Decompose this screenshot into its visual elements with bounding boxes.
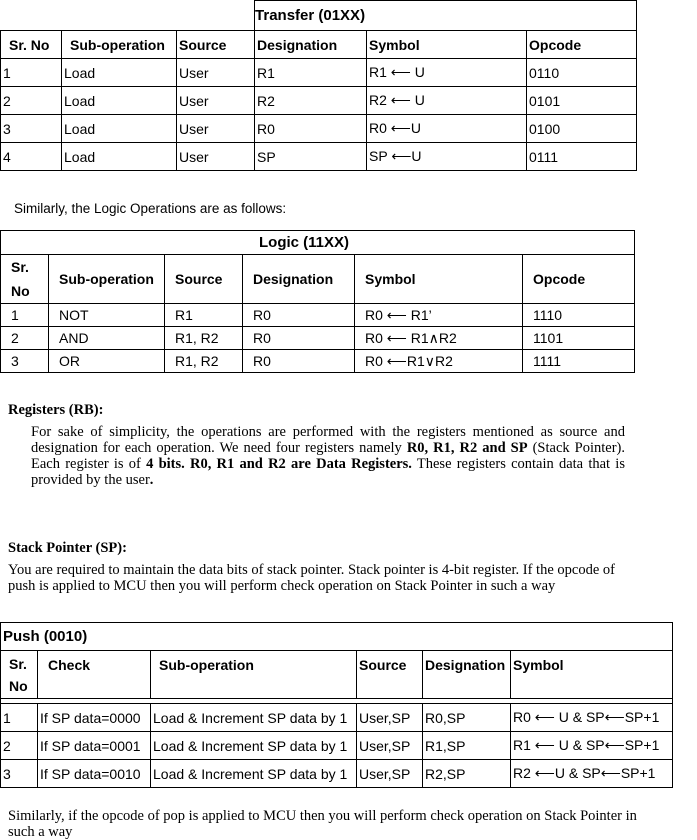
header-sr: Sr. (11, 259, 29, 275)
transfer-table (0, 0, 637, 171)
cell: R2 (255, 87, 367, 115)
registers-text-3: These registers contain data that is provided by the user (31, 456, 625, 488)
cell: R1 ⟵ U & SP⟵SP+1 (511, 732, 673, 760)
cell: 0101 (527, 87, 637, 115)
push-header-row (1, 651, 673, 699)
pop-paragraph: Similarly, if the opcode of pop is applied to MCU then you will perform check operation on Stack Pointer in such a way (8, 808, 637, 840)
table-row (1, 732, 673, 760)
cell: R1 (165, 304, 243, 327)
cell: R0,SP (423, 704, 511, 732)
cell: If SP data=0001 (38, 732, 151, 760)
table-row (1, 327, 635, 350)
cell: If SP data=0010 (38, 760, 151, 788)
header-designation: Designation (255, 31, 367, 59)
header-symbol: Symbol (511, 651, 673, 699)
header-no: No (9, 677, 28, 694)
logic-table (0, 230, 635, 373)
cell: 1101 (523, 327, 635, 350)
cell: R0 ⟵R1∨R2 (355, 350, 523, 373)
push-table (0, 622, 673, 788)
cell: 1111 (523, 350, 635, 373)
cell: 2 (1, 732, 38, 760)
cell: R1, R2 (165, 327, 243, 350)
cell: R1 ⟵ U (367, 59, 527, 87)
cell: 0111 (527, 143, 637, 171)
header-designation: Designation (423, 651, 511, 699)
cell: NOT (49, 304, 165, 327)
header-opcode: Opcode (523, 255, 635, 304)
cell: 4 (1, 143, 62, 171)
cell: Load (62, 87, 177, 115)
cell: R0 ⟵ R1’ (355, 304, 523, 327)
cell: R0 (243, 350, 355, 373)
cell: 3 (1, 115, 62, 143)
transfer-title: Transfer (01XX) (255, 7, 366, 24)
cell: OR (49, 350, 165, 373)
cell: R0 ⟵ R1∧R2 (355, 327, 523, 350)
cell: User (177, 115, 255, 143)
registers-bold-3: . (149, 472, 154, 488)
cell: User (177, 59, 255, 87)
header-check: Check (38, 651, 151, 699)
header-symbol: Symbol (355, 255, 523, 304)
cell: SP ⟵U (367, 143, 527, 171)
cell: 1 (1, 59, 62, 87)
table-row (1, 704, 673, 732)
stack-paragraph: You are required to maintain the data bits of stack pointer. Stack pointer is 4-bit register. If the opcode of push is applied to MCU then you will perform check operation on Stack Pointer in such a way (8, 562, 615, 594)
cell: Load (62, 59, 177, 87)
header-sub-operation: Sub-operation (62, 31, 177, 59)
cell: User,SP (357, 732, 423, 760)
cell: 2 (1, 87, 62, 115)
cell: 3 (1, 350, 49, 373)
cell: 3 (1, 760, 38, 788)
cell: R0 (243, 304, 355, 327)
cell: Load (62, 115, 177, 143)
header-source: Source (165, 255, 243, 304)
registers-text-1: For sake of simplicity, the operations are performed with the registers mentioned as source and designation for each operation. We need four registers namely (31, 424, 625, 456)
cell: R2 ⟵ U (367, 87, 527, 115)
registers-paragraph (31, 424, 625, 488)
cell: R1,SP (423, 732, 511, 760)
cell: 1 (1, 304, 49, 327)
header-source: Source (177, 31, 255, 59)
header-sub-operation: Sub-operation (49, 255, 165, 304)
cell: R0 ⟵U (367, 115, 527, 143)
table-row (1, 143, 637, 171)
cell: R1, R2 (165, 350, 243, 373)
cell: 1 (1, 704, 38, 732)
table-row (1, 350, 635, 373)
table-row (1, 304, 635, 327)
cell: 1110 (523, 304, 635, 327)
header-sr: Sr. (9, 655, 27, 672)
cell: R0 (255, 115, 367, 143)
cell: SP (255, 143, 367, 171)
cell: AND (49, 327, 165, 350)
cell: R2 ⟵U & SP⟵SP+1 (511, 760, 673, 788)
cell: User,SP (357, 760, 423, 788)
cell: R2,SP (423, 760, 511, 788)
registers-heading: Registers (RB): (8, 402, 104, 418)
cell: Load & Increment SP data by 1 (151, 760, 357, 788)
table-row (1, 115, 637, 143)
registers-bold-1: R0, R1, R2 and SP (406, 440, 528, 456)
header-sr-no: Sr. No (1, 31, 62, 59)
header-designation: Designation (243, 255, 355, 304)
cell: R1 (255, 59, 367, 87)
cell: R0 ⟵ U & SP⟵SP+1 (511, 704, 673, 732)
cell: Load (62, 143, 177, 171)
cell: 0110 (527, 59, 637, 87)
cell: User,SP (357, 704, 423, 732)
transfer-header-row (1, 31, 637, 59)
header-sr-no (1, 651, 38, 699)
push-title: Push (0010) (1, 623, 673, 651)
table-row (1, 59, 637, 87)
stack-heading: Stack Pointer (SP): (8, 540, 127, 556)
header-symbol: Symbol (367, 31, 527, 59)
cell: Load & Increment SP data by 1 (151, 704, 357, 732)
cell: User (177, 87, 255, 115)
header-no: No (11, 283, 30, 299)
header-opcode: Opcode (527, 31, 637, 59)
table-row (1, 760, 673, 788)
header-sr-no (1, 255, 49, 304)
cell: If SP data=0000 (38, 704, 151, 732)
registers-bold-2: 4 bits. R0, R1 and R2 are Data Registers. (146, 456, 412, 472)
logic-intro: Similarly, the Logic Operations are as follows: (14, 201, 287, 216)
registers-text-2: (Stack Pointer). Each register is of (31, 440, 625, 472)
cell: User (177, 143, 255, 171)
header-source: Source (357, 651, 423, 699)
header-sub-operation: Sub-operation (151, 651, 357, 699)
logic-header-row (1, 255, 635, 304)
logic-title: Logic (11XX) (1, 231, 635, 255)
table-row (1, 87, 637, 115)
cell: Load & Increment SP data by 1 (151, 732, 357, 760)
cell: 2 (1, 327, 49, 350)
cell: R0 (243, 327, 355, 350)
cell: 0100 (527, 115, 637, 143)
